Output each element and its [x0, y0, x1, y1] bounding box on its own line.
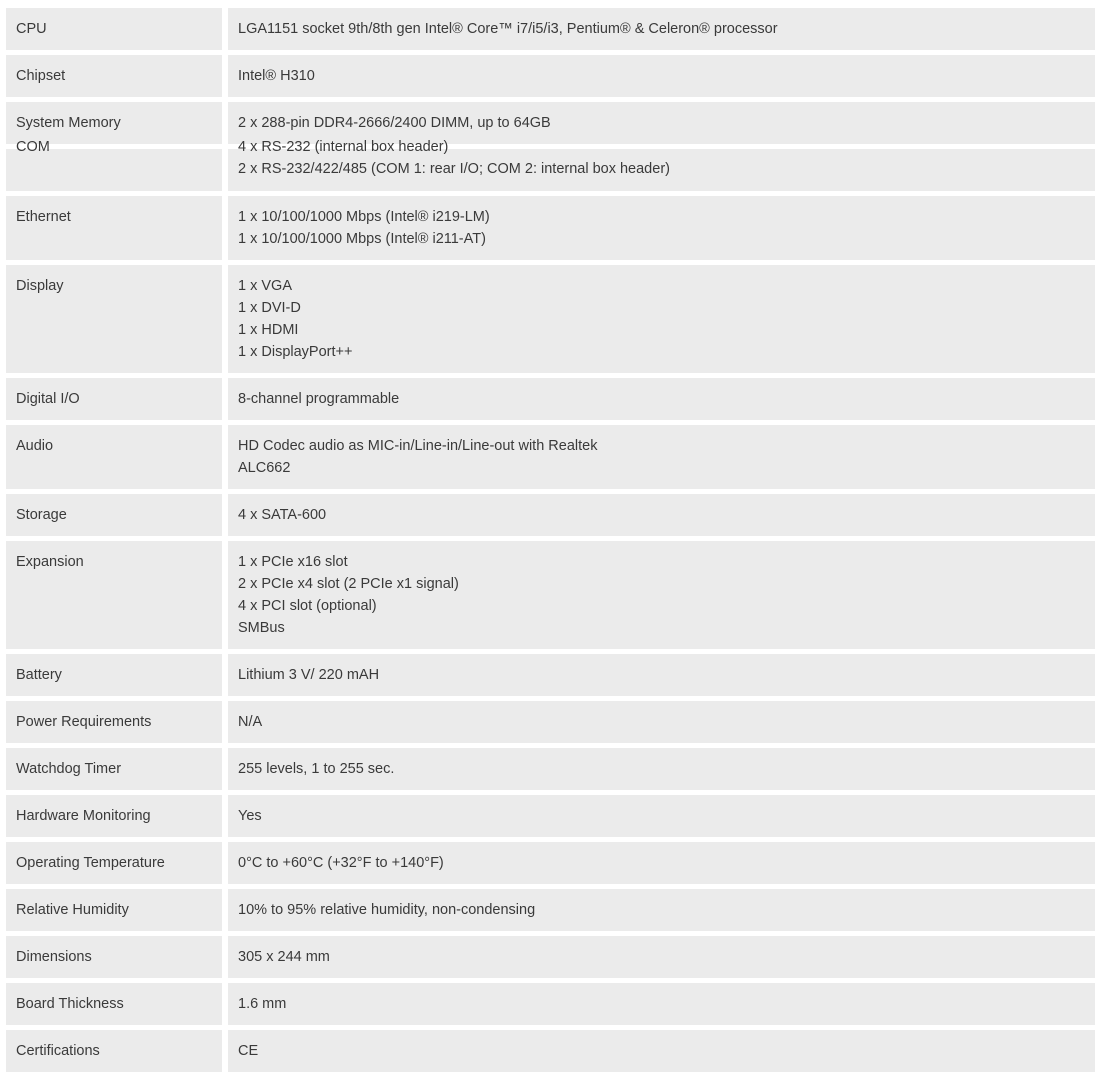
spec-row-battery: [0, 654, 1101, 696]
spec-label-cell: [6, 425, 222, 489]
spec-row-hardware-monitoring: [0, 795, 1101, 837]
spec-label-cell: [6, 139, 222, 191]
spec-value-line: 8-channel programmable: [238, 391, 400, 407]
spec-row-ethernet: [0, 196, 1101, 260]
spec-value-line: 1 x DisplayPort++: [238, 344, 353, 360]
spec-value-line: HD Codec audio as MIC-in/Line-in/Line-out with Realtek: [238, 438, 598, 454]
spec-value-cell: [228, 842, 1095, 884]
spec-value-line: SMBus: [238, 620, 285, 636]
spec-value-line: 1 x DVI-D: [238, 300, 301, 316]
spec-value-line: Intel® H310: [238, 68, 315, 84]
spec-value-cell: [228, 748, 1095, 790]
spec-value-line: 305 x 244 mm: [238, 949, 330, 965]
spec-value-line: 1 x 10/100/1000 Mbps (Intel® i211-AT): [238, 231, 486, 247]
spec-row-storage: [0, 494, 1101, 536]
spec-label-cell: [6, 842, 222, 884]
spec-value-cell: [228, 701, 1095, 743]
spec-value-line: 1.6 mm: [238, 996, 287, 1012]
spec-value-line: 4 x SATA-600: [238, 507, 327, 523]
spec-label-cell: [6, 8, 222, 50]
spec-label: Dimensions: [16, 949, 92, 965]
spec-value-cell: [228, 795, 1095, 837]
spec-value-cell: [228, 654, 1095, 696]
spec-value-line: LGA1151 socket 9th/8th gen Intel® Core™ i7/i5/i3, Pentium® & Celeron® processor: [238, 21, 778, 37]
spec-label-cell: [6, 654, 222, 696]
spec-row-certifications: [0, 1030, 1101, 1072]
spec-value-line: 1 x PCIe x16 slot: [238, 554, 348, 570]
spec-value-line: 1 x VGA: [238, 278, 292, 294]
spec-row-power-requirements: [0, 701, 1101, 743]
spec-value-line: N/A: [238, 714, 263, 730]
spec-row-cpu: [0, 8, 1101, 50]
spec-value-cell: [228, 494, 1095, 536]
spec-label-cell: [6, 378, 222, 420]
spec-row-operating-temperature: [0, 842, 1101, 884]
spec-value-cell: [228, 378, 1095, 420]
spec-label-cell: [6, 196, 222, 260]
spec-value-cell: [228, 196, 1095, 260]
spec-label: Hardware Monitoring: [16, 808, 151, 824]
spec-value-line: 1 x 10/100/1000 Mbps (Intel® i219-LM): [238, 209, 490, 225]
spec-label: Operating Temperature: [16, 855, 165, 871]
spec-label: Certifications: [16, 1043, 100, 1059]
spec-value-cell: [228, 265, 1095, 373]
spec-value-line: 2 x 288-pin DDR4-2666/2400 DIMM, up to 64GB: [238, 115, 551, 131]
spec-value-line: 1 x HDMI: [238, 322, 299, 338]
spec-label-cell: [6, 795, 222, 837]
spec-label: Audio: [16, 438, 54, 454]
spec-label-cell: [6, 983, 222, 1025]
spec-label: Board Thickness: [16, 996, 124, 1012]
spec-value-line: CE: [238, 1043, 259, 1059]
spec-value-line: 2 x RS-232/422/485 (COM 1: rear I/O; COM 2: internal box header): [238, 161, 670, 177]
spec-label: System Memory: [16, 115, 121, 131]
spec-value-cell: [228, 139, 1095, 191]
spec-label-cell: [6, 889, 222, 931]
spec-label-cell: [6, 936, 222, 978]
spec-row-display: [0, 265, 1101, 373]
spec-value-line: 4 x RS-232 (internal box header): [238, 139, 449, 155]
spec-row-audio: [0, 425, 1101, 489]
spec-label-cell: [6, 1030, 222, 1072]
spec-value-cell: [228, 55, 1095, 97]
spec-label: Ethernet: [16, 209, 71, 225]
spec-label: CPU: [16, 21, 47, 37]
spec-label-cell: [6, 748, 222, 790]
spec-row-digital-i-o: [0, 378, 1101, 420]
spec-value-line: 10% to 95% relative humidity, non-condensing: [238, 902, 536, 918]
spec-label: Watchdog Timer: [16, 761, 122, 777]
spec-value-cell: [228, 541, 1095, 649]
spec-value-line: Yes: [238, 808, 262, 824]
spec-label: COM: [16, 139, 50, 155]
spec-value-cell: [228, 936, 1095, 978]
spec-value-cell: [228, 889, 1095, 931]
spec-label: Storage: [16, 507, 67, 523]
spec-label-cell: [6, 494, 222, 536]
spec-label: Battery: [16, 667, 62, 683]
spec-label-cell: [6, 701, 222, 743]
spec-label-cell: [6, 541, 222, 649]
spec-label: Relative Humidity: [16, 902, 129, 918]
spec-label: Expansion: [16, 554, 84, 570]
spec-value-cell: [228, 425, 1095, 489]
spec-value-cell: [228, 1030, 1095, 1072]
spec-row-relative-humidity: [0, 889, 1101, 931]
spec-value-line: Lithium 3 V/ 220 mAH: [238, 667, 380, 683]
spec-value-line: ALC662: [238, 460, 291, 476]
spec-row-chipset: [0, 55, 1101, 97]
spec-row-dimensions: [0, 936, 1101, 978]
spec-value-line: 255 levels, 1 to 255 sec.: [238, 761, 395, 777]
spec-label-cell: [6, 55, 222, 97]
spec-value-line: 2 x PCIe x4 slot (2 PCIe x1 signal): [238, 576, 459, 592]
spec-row-com: [0, 139, 1101, 191]
spec-label-cell: [6, 265, 222, 373]
spec-label: Display: [16, 278, 64, 294]
spec-label: Digital I/O: [16, 391, 80, 407]
spec-value-cell: [228, 8, 1095, 50]
spec-value-cell: [228, 983, 1095, 1025]
spec-row-board-thickness: [0, 983, 1101, 1025]
spec-value-line: 0°C to +60°C (+32°F to +140°F): [238, 855, 444, 871]
spec-row-watchdog-timer: [0, 748, 1101, 790]
spec-value-line: 4 x PCI slot (optional): [238, 598, 377, 614]
spec-row-expansion: [0, 541, 1101, 649]
spec-label: Power Requirements: [16, 714, 152, 730]
spec-label: Chipset: [16, 68, 66, 84]
